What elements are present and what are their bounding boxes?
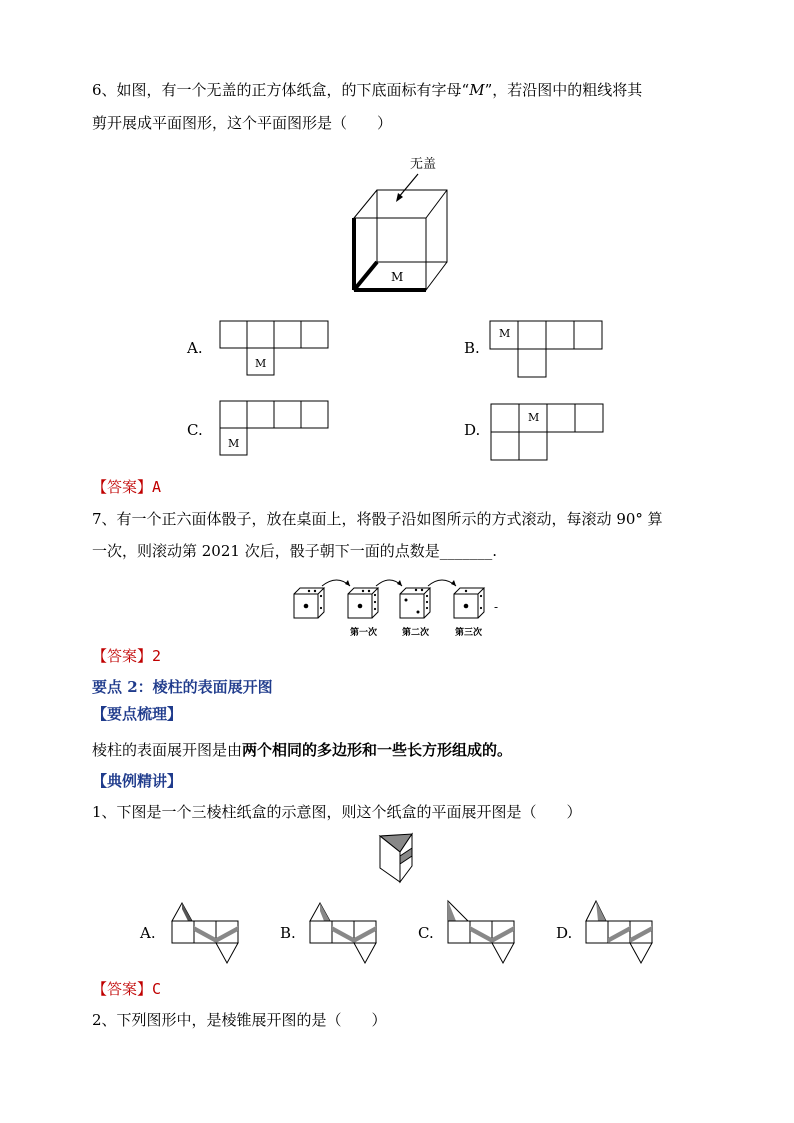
q6-line1 [92,80,642,100]
q6-option-c-label: C. [187,421,203,439]
open-cube-figure [340,150,470,300]
ex1-option-b-net [308,900,378,966]
q6-option-b-m: M [499,327,511,340]
cube-arrow [398,174,418,198]
ex1-option-d-net [584,900,654,966]
answer-tag: 【答案】 [92,980,153,998]
answer-value: 2 [152,647,162,665]
step-label-1: 第一次 [350,628,378,638]
q6-option-d-label: D. [464,421,481,439]
section-sub-examples: 【典例精讲】 [92,772,183,790]
ex1-option-b-label: B. [280,924,296,942]
q7-line2: 一次，则滚动第 2021 次后，骰子朝下一面的点数是_______. [92,542,497,560]
answer-tag: 【答案】 [92,647,153,665]
q6-option-c-net [220,401,332,459]
q6-option-b-net [490,321,604,379]
q6-option-d-m: M [528,411,540,424]
ex1-text: 1、下图是一个三棱柱纸盒的示意图，则这个纸盒的平面展开图是（ ） [92,803,582,821]
q7-answer [92,646,161,666]
q6-letter: M [469,81,485,99]
section-sub-summary: 【要点梳理】 [92,705,183,723]
ex1-option-a-label: A. [140,924,156,942]
section-heading: 要点 2：棱柱的表面展开图 [92,678,273,696]
q6-option-b-label: B. [464,339,480,357]
q6-option-a-net [220,321,332,379]
ex1-option-d-label: D. [556,924,573,942]
q6-line1-a: 6、如图，有一个无盖的正方体纸盒，的下底面标有字母“ [92,81,470,99]
dice-rolling-figure [292,578,504,640]
die-initial [294,588,324,618]
ex1-answer [92,979,161,999]
die-third [454,588,484,618]
para-a: 棱柱的表面展开图是由 [92,741,243,759]
step-label-2: 第二次 [402,628,430,638]
section-paragraph [92,740,512,760]
q6-line2: 剪开展成平面图形，这个平面图形是（ ） [92,114,393,132]
ex1-option-c-label: C. [418,924,434,942]
q6-option-d-net [491,404,605,462]
answer-value: C [152,980,162,998]
ex1-option-a-net [170,900,240,966]
q7-line1: 7、有一个正六面体骰子，放在桌面上，将骰子沿如图所示的方式滚动，每滚动 90° 算 [92,510,663,528]
triangular-prism-figure [378,832,418,884]
para-c: 。 [497,741,513,759]
cube-lid-label: 无盖 [410,157,437,172]
step-label-3: 第三次 [455,628,483,638]
q6-option-a-label: A. [187,339,203,357]
roll-arrows [322,580,456,586]
roll-trail: - [494,600,499,614]
q6-answer [92,477,161,497]
die-second [400,588,430,618]
answer-tag: 【答案】 [92,478,153,496]
cube-bottom-letter: M [391,270,404,284]
q6-option-a-m: M [255,357,267,370]
die-first [348,588,378,618]
para-b: 两个相同的多边形和一些长方形组成的 [242,741,498,759]
arrow-head [396,193,403,202]
ex1-option-c-net [446,900,516,966]
ex2-text: 2、下列图形中，是棱锥展开图的是（ ） [92,1011,387,1029]
q6-option-c-m: M [228,437,240,450]
answer-value: A [152,478,162,496]
q6-line1-b: ”，若沿图中的粗线将其 [484,81,643,99]
